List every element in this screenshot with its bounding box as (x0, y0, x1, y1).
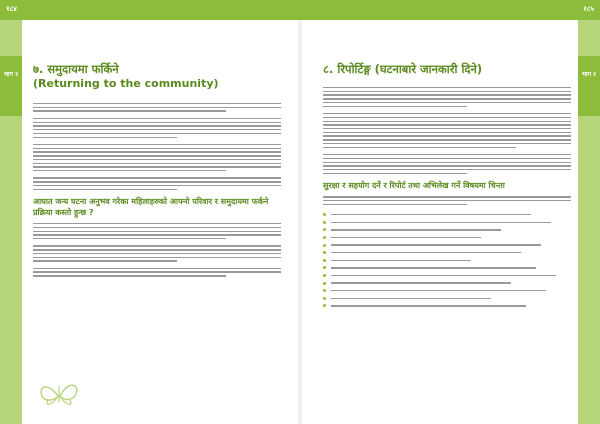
right-page-number: १८५ (583, 5, 594, 13)
page-gutter (298, 20, 302, 424)
list-item (323, 257, 571, 265)
list-item (323, 219, 571, 227)
list-item (323, 295, 571, 303)
left-section-tab (0, 56, 22, 116)
list-item (323, 279, 571, 287)
left-paragraph-2 (33, 118, 281, 138)
right-chapter-title: ८. रिपोर्टिङ्ग (घटनाबारे जानकारी दिने) (323, 62, 483, 76)
list-item (323, 241, 571, 249)
list-item (323, 302, 571, 310)
right-subheading: सुरक्षा र सहयोग दर्ने र रिपोर्ट तथा अभिलेख गर्ने विषयमा चिन्ता (323, 181, 505, 191)
right-paragraph-4 (323, 196, 571, 205)
left-chapter-title: ७. समुदायमा फर्किने (33, 62, 119, 76)
left-paragraph-4 (33, 177, 281, 190)
left-paragraph-3 (33, 144, 281, 172)
right-section-tab-label: भाग २ (581, 71, 597, 78)
right-page (323, 62, 571, 310)
left-paragraph-1 (33, 103, 281, 112)
list-item (323, 234, 571, 242)
left-page (33, 62, 281, 283)
left-page-number: १८४ (6, 5, 17, 13)
list-item (323, 249, 571, 257)
list-item (323, 226, 571, 234)
right-paragraph-1 (323, 87, 571, 107)
left-paragraph-6 (33, 245, 281, 261)
left-paragraph-7 (33, 268, 281, 277)
left-paragraph-5 (33, 223, 281, 239)
list-item (323, 211, 571, 219)
butterfly-icon (36, 372, 84, 412)
list-item (323, 272, 571, 280)
right-paragraph-2 (323, 113, 571, 148)
left-subheading: आघात जन्य घटना अनुभव गरेका महिलाहरुको आफ्नो परिवार र समुदायमा फर्कने प्रक्रिया कस्तो हुन्छ ? (33, 197, 269, 218)
header-bar (0, 0, 600, 20)
list-item (323, 264, 571, 272)
left-chapter-subtitle: (Returning to the community) (33, 77, 219, 90)
right-paragraph-3 (323, 154, 571, 174)
left-section-tab-label: भाग २ (3, 71, 19, 78)
right-section-tab (578, 56, 600, 116)
list-item (323, 287, 571, 295)
right-bullet-list (323, 211, 571, 310)
